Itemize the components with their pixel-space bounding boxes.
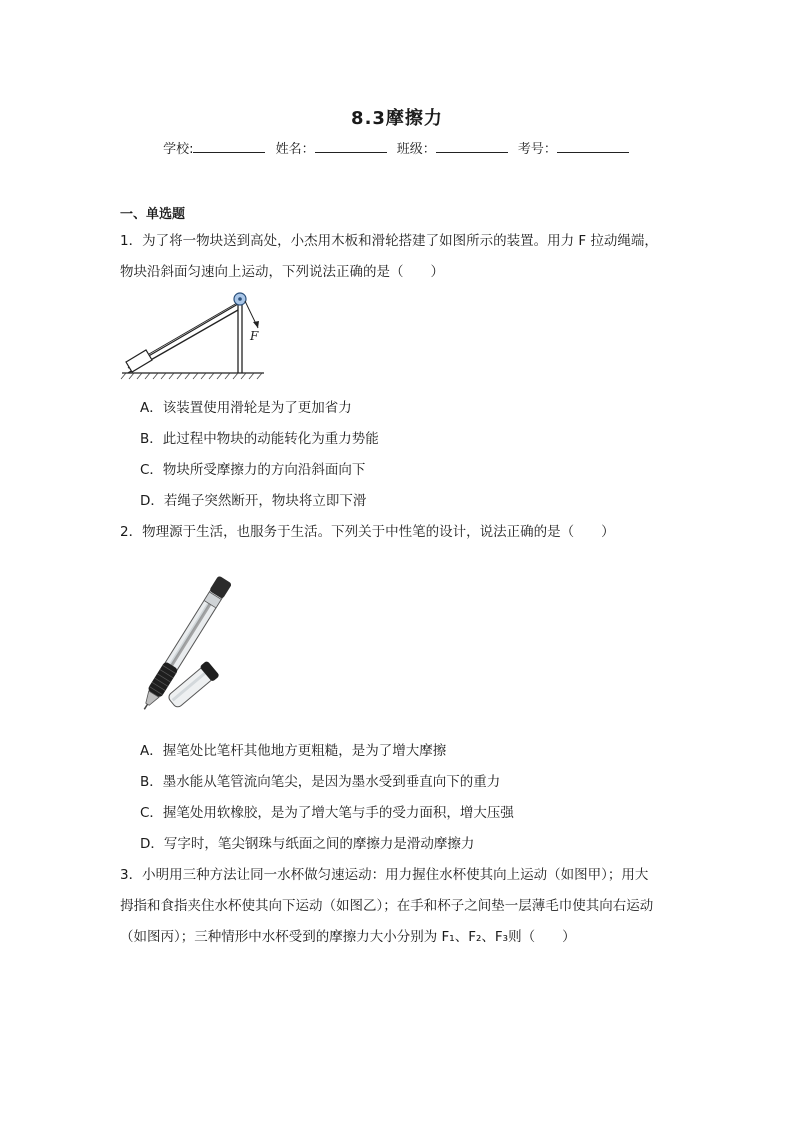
name-blank[interactable] <box>315 140 387 153</box>
school-label: 学校: <box>163 142 194 157</box>
q1-option-c[interactable]: C．物块所受摩擦力的方向沿斜面向下 <box>140 462 366 478</box>
q3-line1: 3．小明用三种方法让同一水杯做匀速运动：用力握住水杯使其向上运动（如图甲）；用大 <box>120 867 649 883</box>
q2-option-c[interactable]: C．握笔处用软橡胶，是为了增大笔与手的受力面积，增大压强 <box>140 805 514 821</box>
q3-line2: 拇指和食指夹住水杯使其向下运动（如图乙）；在手和杯子之间垫一层薄毛巾使其向右运动 <box>120 898 654 914</box>
student-info-line <box>0 138 794 157</box>
q2-line1: 2．物理源于生活，也服务于生活。下列关于中性笔的设计，说法正确的是（ ） <box>120 524 615 540</box>
section-heading: 一、单选题 <box>120 207 186 222</box>
q2-option-d[interactable]: D．写字时，笔尖钢珠与纸面之间的摩擦力是滑动摩擦力 <box>140 836 475 852</box>
name-label: 姓名： <box>275 142 315 157</box>
class-blank[interactable] <box>436 140 508 153</box>
school-blank[interactable] <box>193 140 265 153</box>
force-label-F: F <box>250 329 259 343</box>
page-title: 8.3摩擦力 <box>351 108 443 129</box>
q3-line3: （如图丙）；三种情形中水杯受到的摩擦力大小分别为 F₁、F₂、F₃则（ ） <box>120 929 576 945</box>
q1-option-a[interactable]: A．该装置使用滑轮是为了更加省力 <box>140 400 352 416</box>
incline-pulley-figure <box>118 288 268 380</box>
q1-option-d[interactable]: D．若绳子突然断开，物块将立即下滑 <box>140 493 367 509</box>
q2-option-a[interactable]: A．握笔处比笔杆其他地方更粗糙，是为了增大摩擦 <box>140 743 447 759</box>
q1-line2: 物块沿斜面匀速向上运动，下列说法正确的是（ ） <box>120 264 444 280</box>
class-label: 班级： <box>396 142 436 157</box>
q1-option-b[interactable]: B．此过程中物块的动能转化为重力势能 <box>140 431 379 447</box>
q2-option-b[interactable]: B．墨水能从笔管流向笔尖，是因为墨水受到垂直向下的重力 <box>140 774 501 790</box>
q1-line1: 1．为了将一物块送到高处，小杰用木板和滑轮搭建了如图所示的装置。用力 F 拉动绳端， <box>120 233 658 249</box>
number-blank[interactable] <box>557 140 629 153</box>
number-label: 考号： <box>517 142 557 157</box>
gel-pen-image <box>122 558 262 718</box>
